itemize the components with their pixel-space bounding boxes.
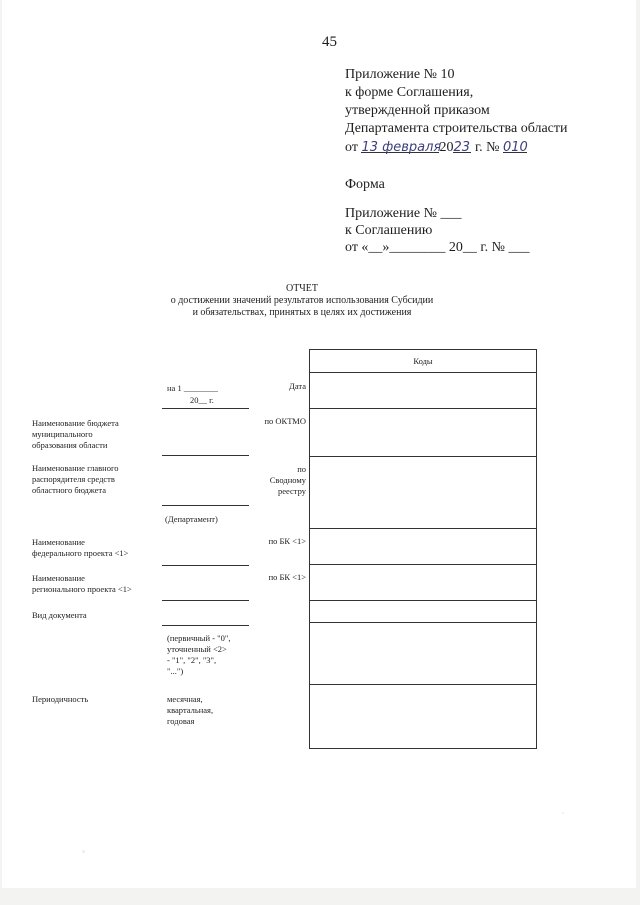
- register-line-2: Сводному: [269, 475, 306, 485]
- codes-row-divider: [310, 456, 536, 457]
- document-page: [2, 0, 636, 888]
- federal-project-line-2: федерального проекта <1>: [32, 548, 129, 558]
- register-line-3: реестру: [278, 486, 306, 496]
- codes-row-divider: [310, 622, 536, 623]
- doc-type-note-1: (первичный - "0",: [167, 633, 231, 643]
- date-code-label: Дата: [289, 381, 306, 391]
- main-manager-line-1: Наименование главного: [32, 463, 119, 473]
- bk-label-2: по БК <1>: [268, 572, 306, 582]
- regional-project-line-2: регионального проекта <1>: [32, 584, 132, 594]
- appendix-line-3: утвержденной приказом: [345, 103, 490, 118]
- year-prefix: 20: [439, 140, 454, 155]
- bk-label-1: по БК <1>: [268, 536, 306, 546]
- codes-table: [309, 349, 537, 749]
- form-label: Форма: [345, 177, 385, 192]
- year-suffix: г. №: [474, 140, 500, 155]
- budget-name-line-3: образования области: [32, 440, 108, 450]
- codes-row-divider: [310, 600, 536, 601]
- appendix-title: Приложение № 10: [345, 67, 455, 82]
- page-number: 45: [322, 34, 337, 50]
- federal-project-field-line: [162, 565, 249, 566]
- doc-type-note-2: уточненный <2>: [167, 644, 227, 654]
- codes-row-divider: [310, 528, 536, 529]
- regional-project-field-line: [162, 600, 249, 601]
- budget-name-field-line: [162, 455, 249, 456]
- main-manager-line-2: распорядителя средств: [32, 474, 115, 484]
- appendix-line-2: к форме Соглашения,: [345, 85, 474, 100]
- codes-row-divider: [310, 372, 536, 373]
- report-subtitle-1: о достижении значений результатов использования Субсидии: [170, 295, 434, 306]
- doc-type-label: Вид документа: [32, 610, 87, 620]
- codes-row-divider: [310, 684, 536, 685]
- report-title: ОТЧЕТ: [285, 283, 319, 294]
- handwritten-year: 23: [453, 140, 470, 155]
- codes-row-divider: [310, 564, 536, 565]
- regional-project-line-1: Наименование: [32, 573, 85, 583]
- codes-header: Коды: [413, 356, 433, 366]
- order-date-line: [345, 139, 527, 156]
- codes-row-divider: [310, 408, 536, 409]
- appendix2-line-2: к Соглашению: [345, 223, 433, 238]
- doc-type-note-4: "..."): [167, 666, 184, 676]
- handwritten-date: 13 февраля: [361, 140, 442, 155]
- scan-speck: [82, 850, 85, 853]
- periodicity-note-2: квартальная,: [167, 705, 214, 715]
- federal-project-line-1: Наименование: [32, 537, 85, 547]
- date-prefix: от: [345, 140, 358, 155]
- date-underline: [162, 408, 249, 409]
- department-note: (Департамент): [165, 514, 218, 524]
- doc-type-note-3: - "1", "2", "3",: [167, 655, 217, 665]
- appendix2-line-3: от «__»________ 20__ г. № ___: [345, 240, 530, 255]
- register-line-1: по: [297, 464, 306, 474]
- budget-name-line-2: муниципального: [32, 429, 93, 439]
- periodicity-note-1: месячная,: [167, 694, 203, 704]
- appendix2-line-1: Приложение № ___: [345, 206, 462, 221]
- oktmo-label: по ОКТМО: [264, 416, 306, 426]
- handwritten-number: 010: [502, 140, 528, 155]
- on-date-label: на 1 ________: [167, 383, 218, 393]
- main-manager-field-line: [162, 505, 249, 506]
- periodicity-note-3: годовая: [167, 716, 195, 726]
- report-subtitle-2: и обязательствах, принятых в целях их достижения: [192, 307, 412, 318]
- scan-speck: [562, 812, 564, 814]
- budget-name-line-1: Наименование бюджета: [32, 418, 119, 428]
- appendix-line-4: Департамента строительства области: [345, 121, 568, 136]
- periodicity-label: Периодичность: [32, 694, 89, 704]
- main-manager-line-3: областного бюджета: [32, 485, 107, 495]
- report-year-label: 20__ г.: [190, 395, 214, 405]
- doc-type-field-line: [162, 625, 249, 626]
